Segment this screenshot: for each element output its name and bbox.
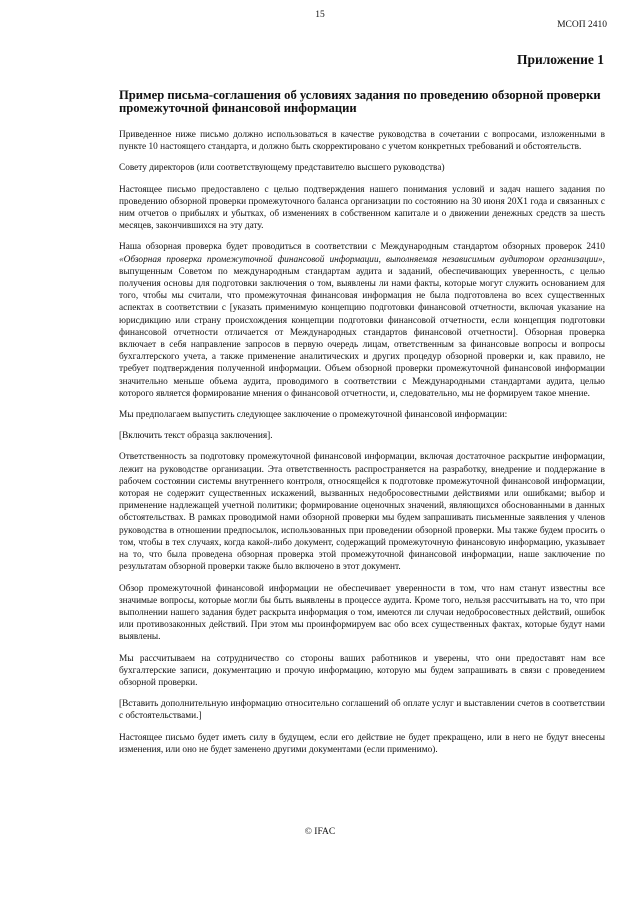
paragraph-management-responsibility: Ответственность за подготовку промежуточной финансовой информации, включая достаточное раскрытие информации, лежит на руководстве организации. Эта ответственность распространяется на разработку, внедрение и поддержание в рабочем состоянии системы внутреннего контроля, относящейся к подготовке промежуточной финансовой информации, которая не содержит существенных искажений, вызванных недобросовестными действиями или ошибками; выбор и применение надлежащей учетной политики; формирование оценочных значений, являющихся обоснованными в данных обстоятельствах. В рамках проводимой нами обзорной проверки мы будем запрашивать письменные заявления у членов руководства в отношении предпосылок, использованных при проведении обзорной проверки. Мы также будем просить о том, чтобы в тех случаях, когда какой-либо документ, содержащий промежуточную финансовую информацию, указывает на то, что была проведена обзорная проверка этой промежуточной финансовой информации, наше заключение по результатам обзорной проверки также было включено в этот документ. xyxy=(119,452,605,573)
paragraph-purpose: Настоящее письмо предоставлено с целью подтверждения нашего понимания условий и задач нашего задания по проведению обзорной проверки промежуточного баланса организации по состоянию на 30 июня 20X1 года и связанных с ним отчетов о прибылях и убытках, об изменениях в собственном капитале и о движении денежных средств за шесть месяцев, закончившихся на эту дату. xyxy=(119,184,605,232)
paragraph-limitations: Обзор промежуточной финансовой информации не обеспечивает уверенности в том, что нам станут известны все значимые вопросы, которые могли бы быть выявлены в процессе аудита. Кроме того, нельзя рассчитывать на то, что при выполнении нашего задания будет раскрыта информация о том, имеются ли случаи недобросовестных действий, ошибок или противозаконных действий. При этом мы проинформируем вас обо всех существенных фактах, которые будут нами выявлены. xyxy=(119,583,605,643)
document-code: МСОП 2410 xyxy=(557,20,607,30)
paragraph-fees-placeholder: [Вставить дополнительную информацию относительно соглашений об оплате услуг и выставлении счетов в соответствии с обстоятельствами.] xyxy=(119,699,605,722)
paragraph-report-placeholder: [Включить текст образца заключения]. xyxy=(119,431,273,442)
paragraph-report-intent: Мы предполагаем выпустить следующее заключение о промежуточной финансовой информации: xyxy=(119,410,508,421)
document-title: Пример письма-соглашения об условиях задания по проведению обзорной проверки промежуточной финансовой информации xyxy=(119,88,601,115)
page-number: 15 xyxy=(315,10,325,20)
paragraph-review-scope xyxy=(119,241,605,400)
standard-title-italic: «Обзорная проверка промежуточной финансовой информации, выполняемая независимым аудитором организации» xyxy=(119,254,603,265)
paragraph-validity: Настоящее письмо будет иметь силу в будущем, если его действие не будет прекращено, или в него не будут внесены изменения, или оно не будет заменено другими документами (если применимо). xyxy=(119,732,605,755)
appendix-label: Приложение 1 xyxy=(516,52,604,67)
paragraph-review-scope-part-2: , выпущенным Советом по международным стандартам аудита и заданий, обеспечивающих уверенность, с целью получения основы для подготовки заключения о том, выявлены ли нами факты, которые могут служить основанием для того, чтобы мы считали, что промежуточная финансовая информация не была подготовлена во всех существенных аспектах в соответствии с [указать применимую концепцию подготовки финансовой отчетности, включая указание на юрисдикцию или страну происхождения концепции подготовки финансовой отчетности, если концепция подготовки финансовой отчетности отличается от Международных стандартов финансовой отчетности]. Обзорная проверка включает в себя направление запросов в первую очередь лицам, ответственным за финансовые вопросы и вопросы бухгалтерского учета, а также применение аналитических и других процедур обзорной проверки и, как правило, не требует подтверждения полученной информации. Объем обзорной проверки промежуточной финансовой информации значительно меньше объема аудита, проводимого в соответствии с Международными стандартами аудита, целью которого является формирование мнения о финансовой отчетности, и, следовательно, мы не формируем такое мнение. xyxy=(119,254,605,399)
document-body xyxy=(119,89,605,765)
paragraph-intro: Приведенное ниже письмо должно использоваться в качестве руководства в сочетании с вопросами, изложенными в пункте 10 настоящего стандарта, и должно быть скорректировано с учетом конкретных требований и обстоятельств. xyxy=(119,130,605,153)
copyright-footer: © IFAC xyxy=(304,827,336,837)
paragraph-review-scope-part-1: Наша обзорная проверка будет проводиться в соответствии с Международным стандартом обзорных проверок 2410 xyxy=(119,242,605,253)
paragraph-addressee: Совету директоров (или соответствующему представителю высшего руководства) xyxy=(119,163,445,174)
paragraph-cooperation: Мы рассчитываем на сотрудничество со стороны ваших работников и уверены, что они предоставят нам все бухгалтерские записи, документацию и прочую информацию, которую мы будем запрашивать в связи с проведением обзорной проверки. xyxy=(119,653,605,688)
